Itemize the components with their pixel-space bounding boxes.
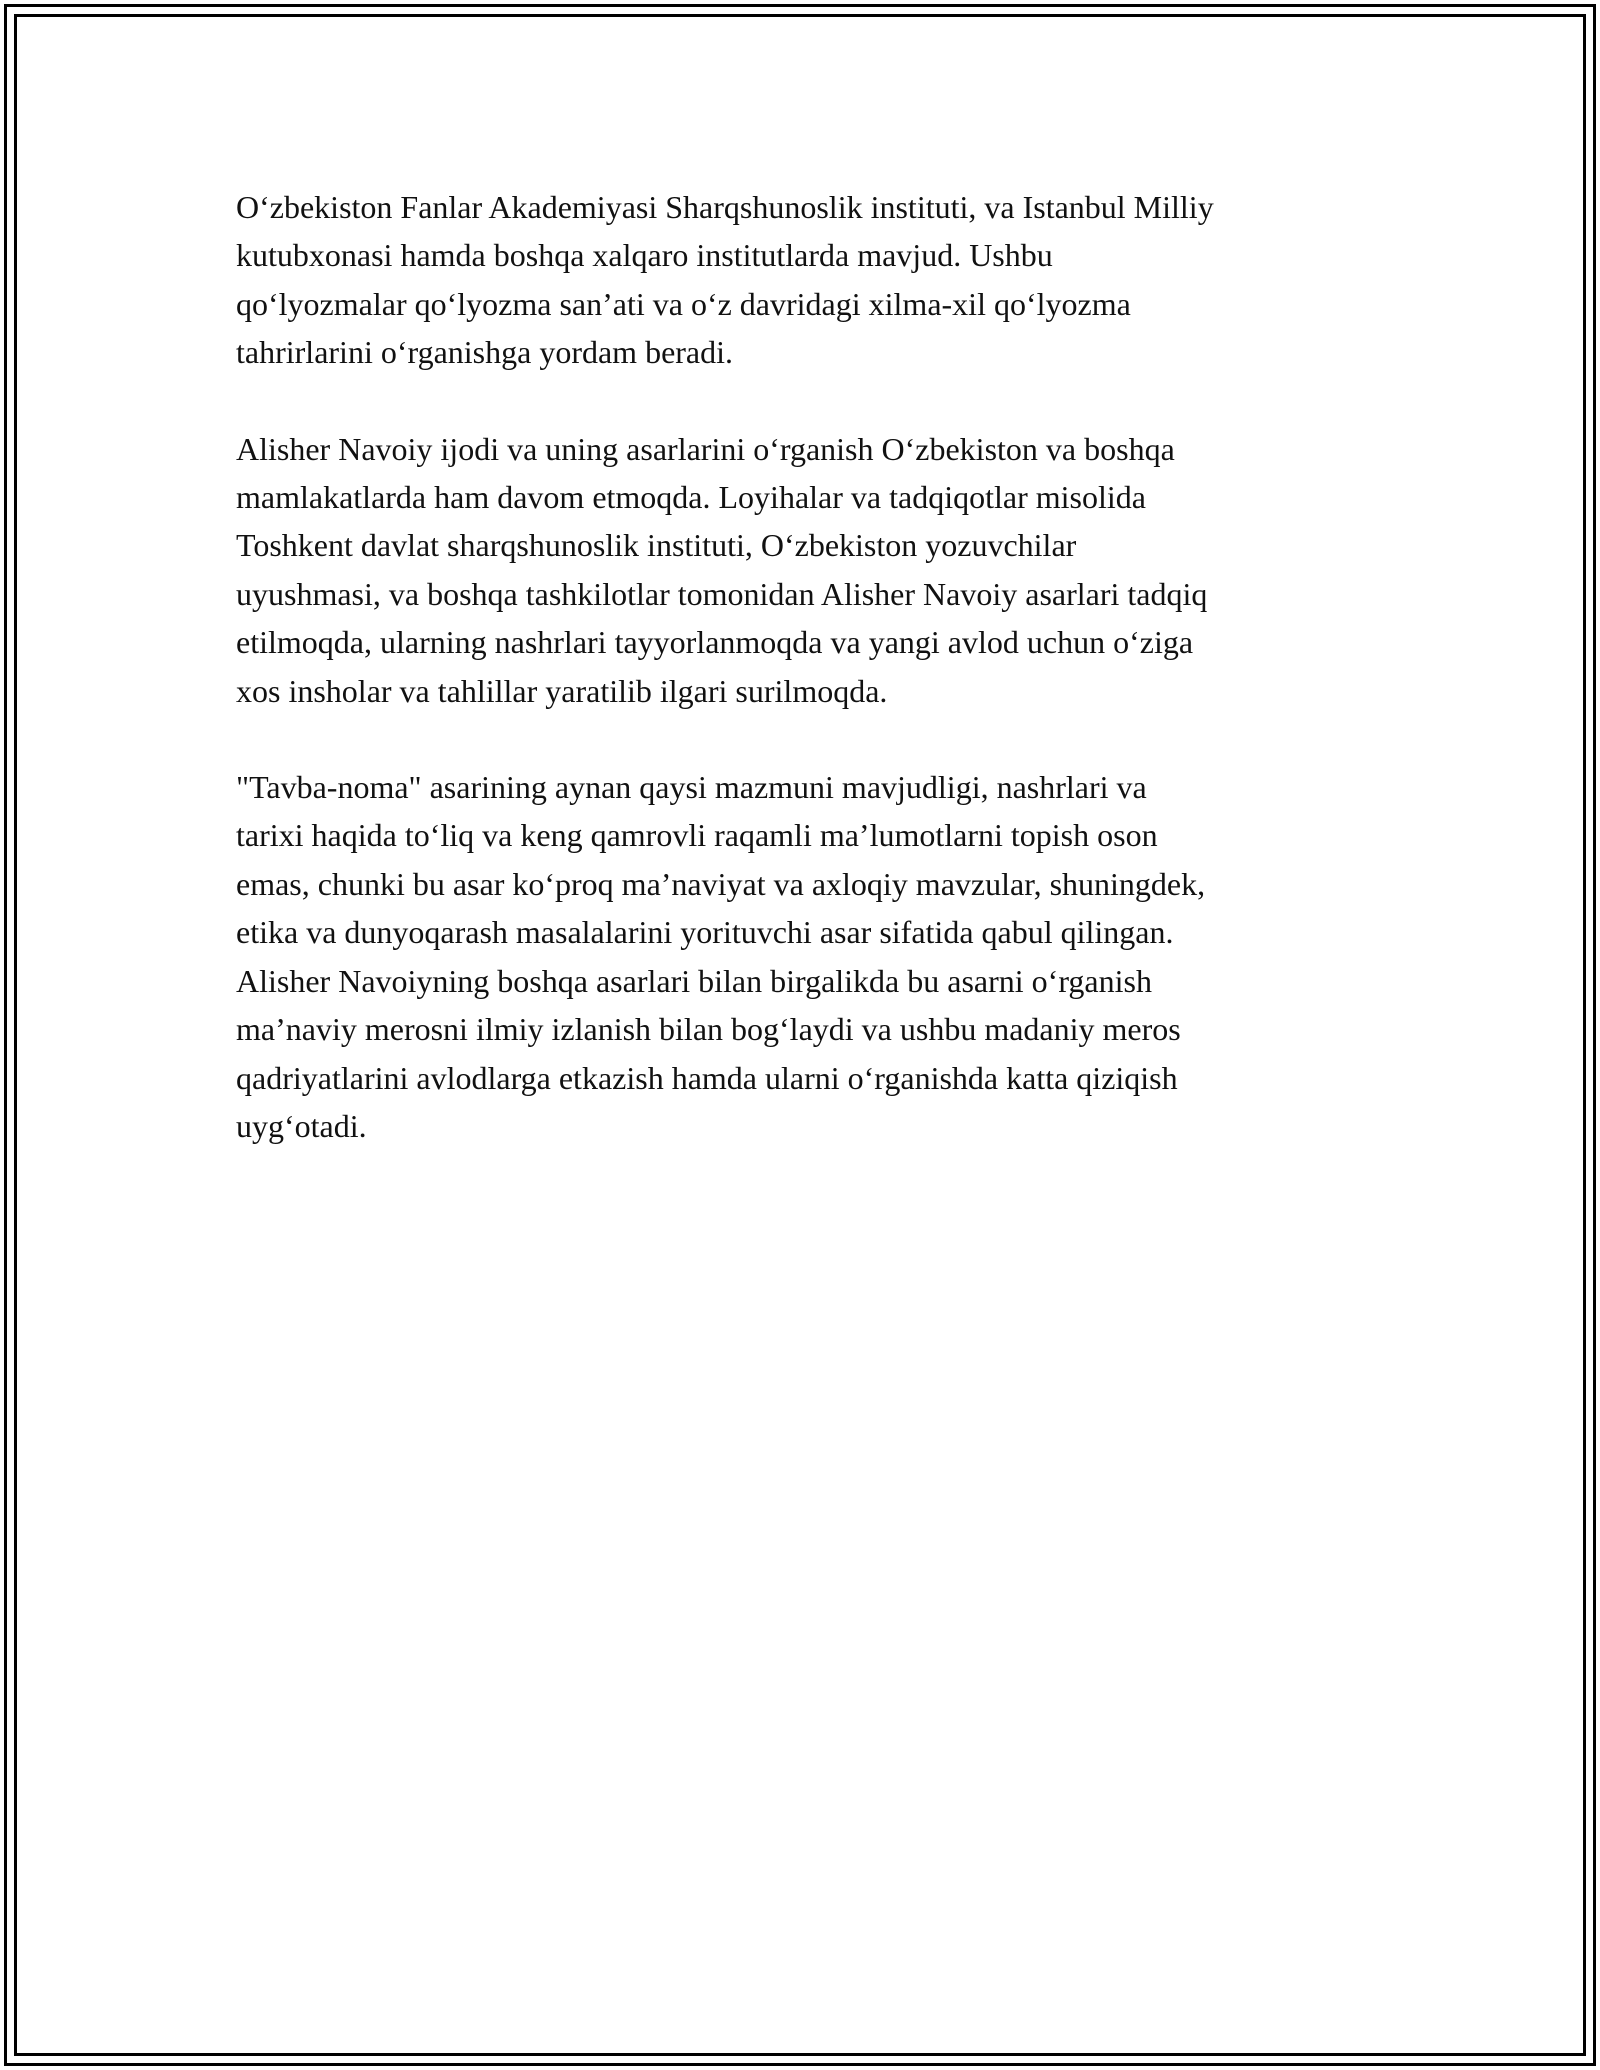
paragraph-3: "Tavba-noma" asarining aynan qaysi mazmuni mavjudligi, nashrlari va tarixi haqida to‘liq va keng qamrovli raqamli ma’lumotlarni topish oson emas, chunki bu asar ko‘proq ma’naviyat va axloqiy mavzular, shuningdek, etika va dunyoqarash masalalarini yorituvchi asar sifatida qabul qilingan. Alisher Navoiyning boshqa asarlari bilan birgalikda bu asarni o‘rganish ma’naviy merosni ilmiy izlanish bilan bog‘laydi va ushbu madaniy meros qadriyatlarini avlodlarga etkazish hamda ularni o‘rganishda katta qiziqish uyg‘otadi. (236, 769, 1206, 1144)
document-body (236, 183, 1366, 1198)
paragraph-1: O‘zbekiston Fanlar Akademiyasi Sharqshunoslik instituti, va Istanbul Milliy kutubxonasi hamda boshqa xalqaro institutlarda mavjud. Ushbu qo‘lyozmalar qo‘lyozma san’ati va o‘z davridagi xilma-xil qo‘lyozma tahrirlarini o‘rganishga yordam beradi. (236, 189, 1214, 371)
paragraph-2: Alisher Navoiy ijodi va uning asarlarini o‘rganish O‘zbekiston va boshqa mamlakatlarda ham davom etmoqda. Loyihalar va tadqiqotlar misolida Toshkent davlat sharqshunoslik instituti, O‘zbekiston yozuvchilar uyushmasi, va boshqa tashkilotlar tomonidan Alisher Navoiy asarlari tadqiq etilmoqda, ularning nashrlari tayyorlanmoqda va yangi avlod uchun o‘ziga xos insholar va tahlillar yaratilib ilgari surilmoqda. (236, 430, 1208, 709)
